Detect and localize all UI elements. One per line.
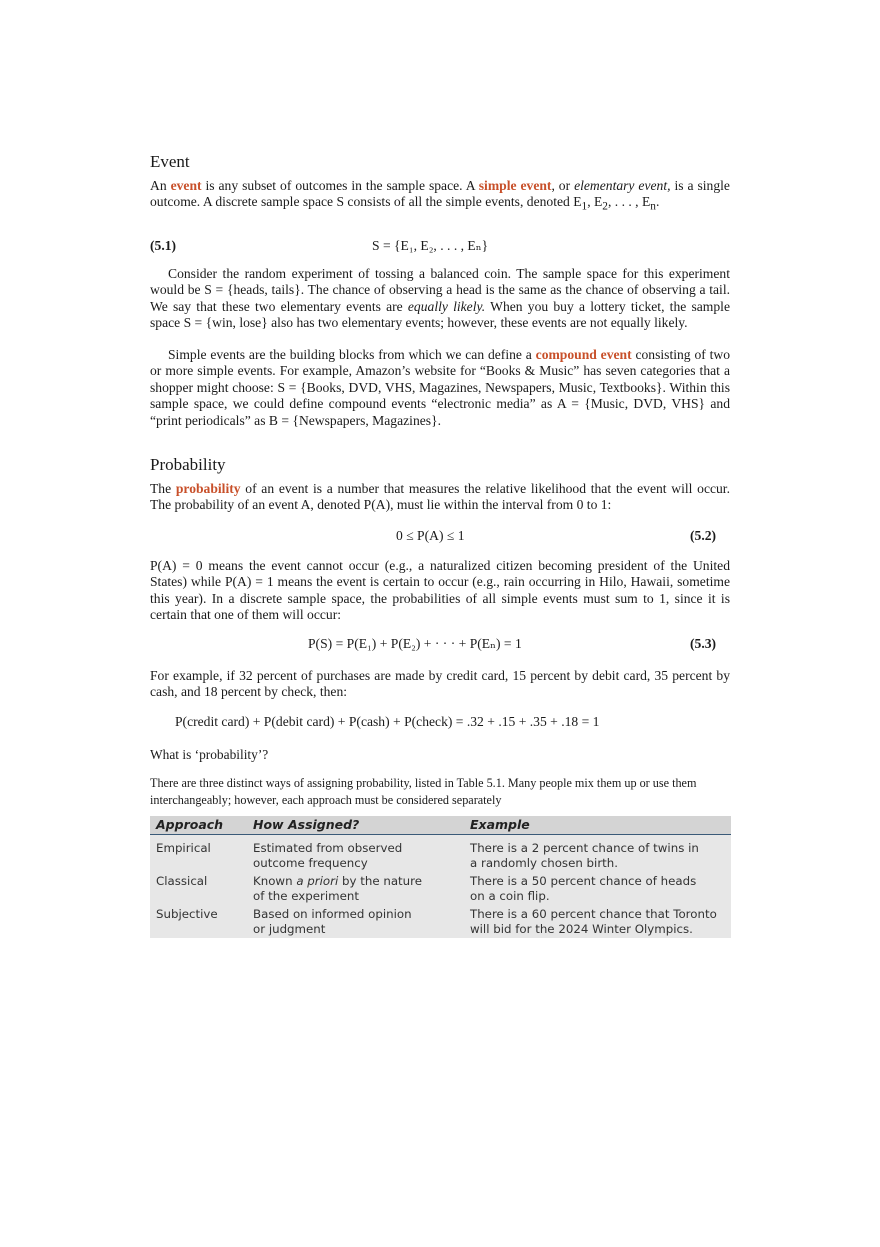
equation-label-5-2: (5.2) — [690, 528, 717, 543]
text-run: is any subset of outcomes in the sample space. A — [201, 178, 479, 193]
subscript: 1 — [581, 201, 588, 214]
equation-5-3: P(S) = P(E₁) + P(E₂) + · · · + P(Eₙ) = 1 — [308, 636, 522, 651]
probability-range-paragraph: P(A) = 0 means the event cannot occur (e.g., a naturalized citizen becoming president of the United States) while P(A) = 1 means the event is certain to occur (e.g., rain occurring in Hilo, Hawaii, sometime this year). In a discrete sample space, the probabilities of all simple events must sum to 1, since it is certain that one of them will occur: — [150, 558, 730, 623]
text-run: , E — [587, 194, 603, 210]
event-definition-paragraph — [150, 178, 730, 216]
text-run: When you buy a lottery ticket, the sample space S = {win, lose} also has two elementary events; however, these events are not equally likely. — [150, 298, 730, 331]
a-priori-term: a priori — [296, 874, 339, 888]
table-cell-line: on a coin flip. — [470, 888, 550, 903]
term-equally-likely: equally likely. — [407, 298, 486, 314]
text-run: The — [150, 481, 176, 496]
table-cell-line: of the experiment — [253, 888, 359, 903]
probability-definition-paragraph — [150, 481, 730, 514]
table-cell-example — [470, 907, 717, 936]
text-run: , . . . , E — [607, 194, 651, 210]
table-cell-approach: Empirical — [156, 841, 211, 855]
text-run: of an event is a number that measures the relative likelihood that the event will occur. The probability of an event A, denoted P(A), must lie within the interval from 0 to 1: — [150, 481, 730, 513]
subscript: 2 — [602, 201, 608, 214]
table-cell-line: Estimated from observed — [253, 841, 403, 855]
table-cell-approach: Subjective — [156, 907, 218, 921]
probability-approaches-table — [150, 816, 731, 938]
table-header-approach: Approach — [156, 817, 224, 832]
table-cell-line: There is a 2 percent chance of twins in — [470, 841, 699, 855]
equation-5-1: S = {E₁, E₂, . . . , Eₙ} — [372, 238, 489, 253]
equation-label-5-3: (5.3) — [690, 636, 717, 651]
text-run: . — [655, 194, 660, 210]
table-cell-line: There is a 50 percent chance of heads — [470, 874, 697, 888]
table-cell-line: a randomly chosen birth. — [470, 855, 619, 870]
table-cell-how-assigned — [253, 874, 422, 903]
text-run: is a single outcome. A discrete sample space S consists of all the simple events, denoted E — [150, 178, 730, 210]
term-event: event — [170, 178, 202, 193]
table-cell-line — [253, 874, 422, 889]
subscript: n — [650, 201, 656, 214]
table-cell-line: Based on informed opinion — [253, 907, 412, 921]
table-header-row — [150, 816, 731, 835]
coin-toss-paragraph — [150, 266, 730, 332]
table-header-how-assigned: How Assigned? — [253, 817, 360, 832]
table-cell-how-assigned — [253, 841, 402, 870]
probability-heading: Probability — [150, 455, 226, 474]
equation-purchase-sum: P(credit card) + P(debit card) + P(cash) + P(check) = .32 + .15 + .35 + .18 = 1 — [175, 714, 600, 729]
text-run: Consider the random experiment of tossing a balanced coin. The sample space for this experiment would be S = {heads, tails}. The chance of observing a head is the same as the chance of observing a tail. We say that these two elementary events are — [150, 266, 730, 314]
table-header-example: Example — [470, 817, 530, 832]
text-run: consisting of two or more simple events. For example, Amazon’s website for “Books & Music” has seven categories that a shopper might choose: S = {Books, DVD, VHS, Magazines, Newspapers, Music, Textbooks}. Within this sample space, we could define compound events “electronic media” as A = {Music, DVD, VHS} and “print periodicals” as B = {Newspapers, Magazines}. — [150, 347, 730, 428]
term-elementary-event: elementary event, — [574, 178, 671, 193]
table-cell-line: outcome frequency — [253, 855, 368, 870]
text-run: by the nature — [338, 874, 423, 888]
table-cell-example — [470, 874, 696, 903]
credit-card-example-paragraph: For example, if 32 percent of purchases are made by credit card, 15 percent by debit card, 35 percent by cash, and 18 percent by check, then: — [150, 668, 730, 700]
table-cell-example — [470, 841, 699, 870]
table-cell-line: There is a 60 percent chance that Toronto — [470, 907, 717, 921]
text-run: , or — [551, 178, 575, 193]
table-cell-line: or judgment — [253, 921, 326, 936]
table-cell-line: will bid for the 2024 Winter Olympics. — [470, 921, 693, 936]
table-cell-how-assigned — [253, 907, 412, 936]
text-run: Known — [253, 874, 297, 888]
event-heading: Event — [150, 152, 190, 171]
text-run: An — [150, 178, 171, 193]
compound-event-paragraph — [150, 347, 730, 429]
what-is-probability-heading: What is ‘probability’? — [150, 747, 269, 762]
text-run: Simple events are the building blocks from which we can define a — [168, 347, 536, 362]
term-simple-event: simple event — [478, 178, 552, 193]
what-is-probability-paragraph: There are three distinct ways of assigning probability, listed in Table 5.1. Many people mix them up or use them interchangeably; however, each approach must be considered separately — [150, 776, 697, 807]
term-compound-event: compound event — [535, 347, 632, 362]
term-probability: probability — [175, 481, 241, 496]
table-cell-approach: Classical — [156, 874, 208, 888]
equation-label-5-1: (5.1) — [150, 238, 177, 253]
equation-5-2: 0 ≤ P(A) ≤ 1 — [396, 528, 465, 543]
